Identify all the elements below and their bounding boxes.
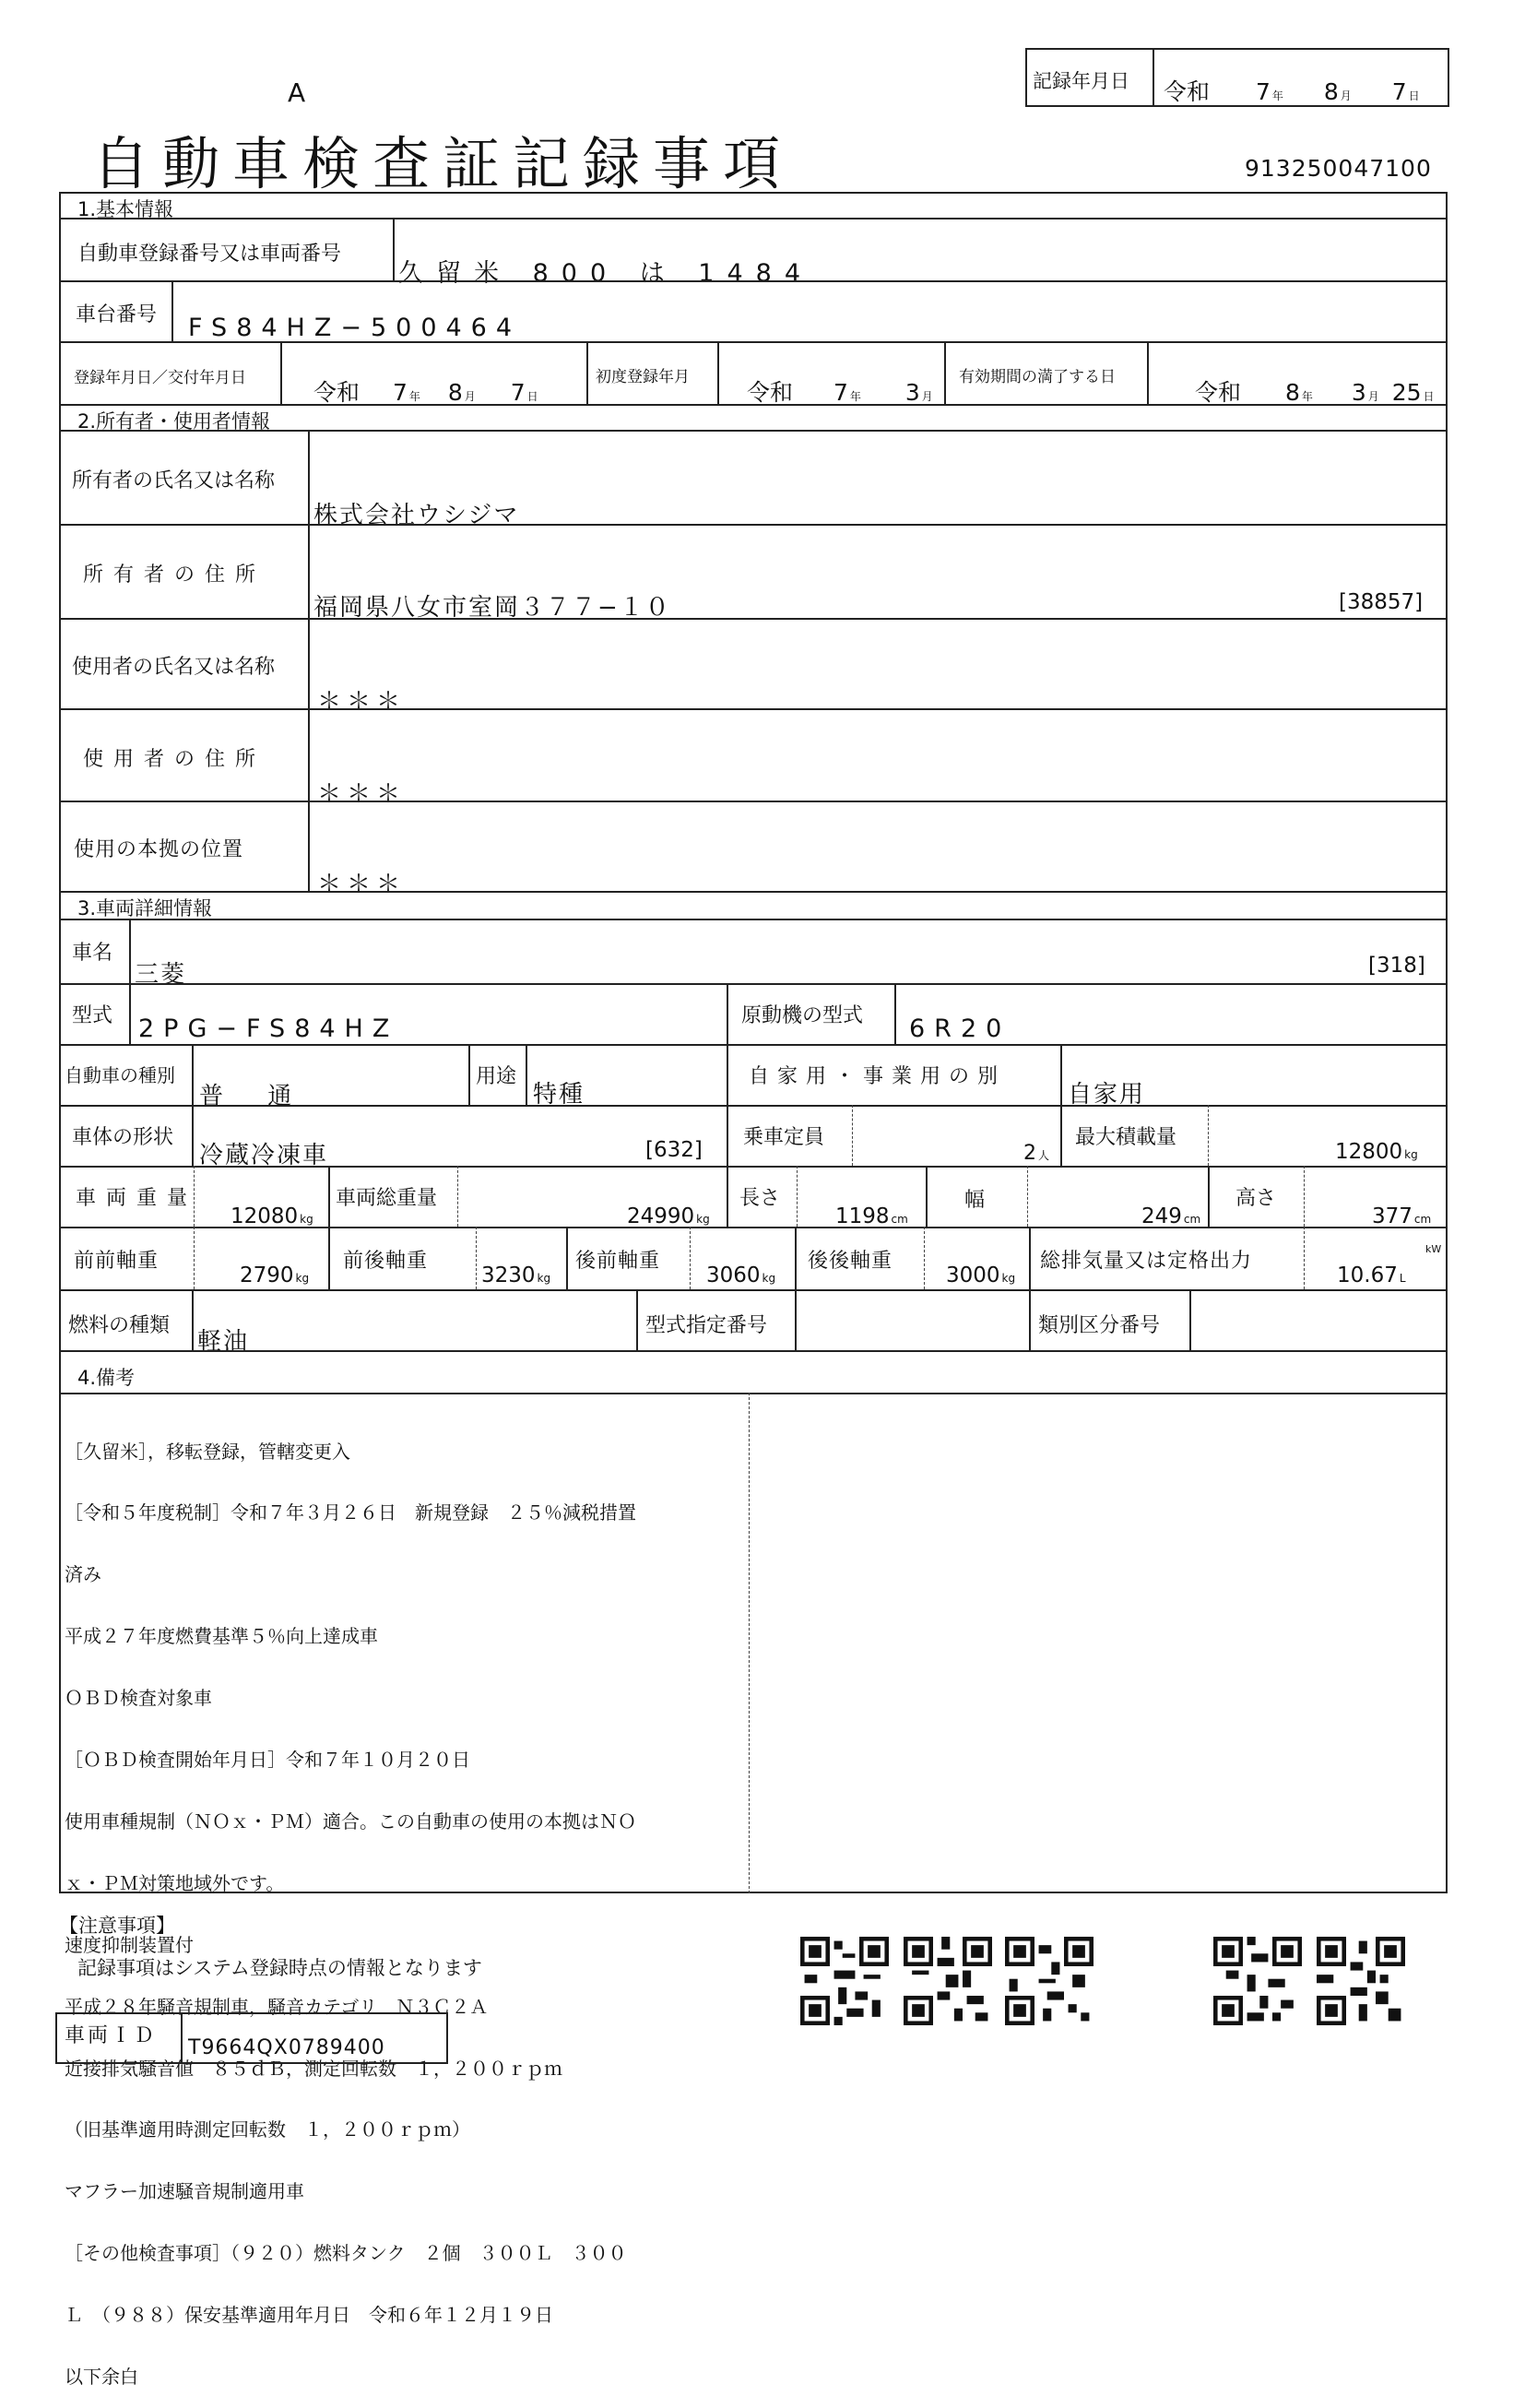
body: 冷蔵冷凍車 [199, 1142, 329, 1169]
capacity: 2 人 [1023, 1142, 1050, 1165]
height: 377 cm [1372, 1204, 1432, 1228]
remark-line: Ｌ （９８８）保安基準適用年月日 令和６年１２月１９日 [65, 2304, 553, 2327]
ff-axle: 2790 kg [240, 1263, 310, 1287]
remarks-block [65, 1400, 636, 2408]
weight: 12080 kg [231, 1204, 313, 1228]
width-label: 幅 [964, 1189, 986, 1212]
first-reg: 令和 7 年 3 月 [747, 379, 933, 406]
section4-heading: 4.備考 [77, 1367, 136, 1389]
reg-date: 令和 7 年 8 月 7 日 [313, 379, 538, 406]
remark-line: 使用車種規制（ＮＯｘ・ＰＭ）適合。この自動車の使用の本拠はＮＯ [65, 1809, 636, 1833]
length-label: 長さ [739, 1187, 781, 1210]
page-title: 自動車検査証記録事項 [92, 130, 794, 197]
expiry-date: 令和 8 年 3 月 25 日 [1195, 379, 1435, 406]
engine: 6R20 [909, 1014, 1011, 1043]
length: 1198 cm [835, 1204, 908, 1228]
type-desig-label: 型式指定番号 [645, 1314, 768, 1337]
gross: 24990 kg [627, 1204, 710, 1228]
gross-label: 車両総重量 [336, 1187, 438, 1210]
fr-axle: 3230 kg [481, 1263, 551, 1287]
width: 249 cm [1141, 1204, 1201, 1228]
rr-axle-label: 後後軸重 [808, 1250, 893, 1273]
engine-label: 原動機の型式 [741, 1004, 864, 1027]
make-code: [318] [1368, 954, 1425, 978]
class-label: 類別区分番号 [1038, 1314, 1161, 1337]
fuel: 軽油 [197, 1328, 250, 1356]
private-label: 自 家 用 ・ 事 業 用 の 別 [749, 1065, 999, 1088]
qr-code-icon [1005, 1937, 1094, 2025]
make-label: 車名 [72, 942, 113, 965]
user-addr: ＊＊＊ [317, 780, 407, 808]
fr-axle-label: 前後軸重 [343, 1250, 429, 1273]
first-reg-label: 初度登録年月 [596, 368, 690, 386]
rf-axle: 3060 kg [706, 1263, 776, 1287]
base-label: 使用の本拠の位置 [74, 838, 244, 861]
owner-name: 株式会社ウシジマ [313, 502, 520, 529]
model-label: 型式 [72, 1004, 113, 1027]
kind-label: 自動車の種別 [65, 1064, 175, 1086]
disp-unit-kw: kW [1425, 1243, 1442, 1255]
chassis-label: 車台番号 [76, 303, 158, 326]
doc-number: 913250047100 [1245, 155, 1432, 182]
remark-line: 近接排気騒音値 ８５ｄＢ，測定回転数 １，２００ｒｐｍ [65, 2057, 562, 2080]
use-label: 用途 [476, 1065, 517, 1088]
remark-line: 速度抑制装置付 [65, 1933, 194, 1956]
body-code: [632] [645, 1138, 703, 1162]
fuel-label: 燃料の種類 [68, 1314, 171, 1337]
chassis: FS84HZ−500464 [188, 314, 522, 342]
weight-label: 車 両 重 量 [76, 1187, 189, 1210]
remark-line: ［その他検査事項］（９２０）燃料タンク ２個 ３００Ｌ ３００ [65, 2242, 627, 2265]
vehicle-id: T9664QX0789400 [188, 2036, 385, 2059]
reg-date-label: 登録年月日／交付年月日 [74, 369, 246, 387]
model: 2PG−FS84HZ [138, 1014, 399, 1043]
qr-code-icon [800, 1937, 889, 2025]
qr-code-icon [904, 1937, 992, 2025]
remark-line: ［ＯＢＤ検査開始年月日］令和７年１０月２０日 [65, 1749, 470, 1772]
remark-line: マフラー加速騒音規制適用車 [65, 2180, 304, 2203]
notice-text: 記録事項はシステム登録時点の情報となります [77, 1957, 482, 1979]
record-date-label: 記録年月日 [1033, 70, 1129, 92]
section1-heading: 1.基本情報 [77, 198, 174, 220]
remark-line: 平成２７年度燃費基準５％向上達成車 [65, 1625, 378, 1648]
reg-no: 久留米 800 は 1484 [398, 259, 813, 288]
version-mark: A [288, 77, 306, 108]
section3-heading: 3.車両詳細情報 [77, 897, 213, 919]
make: 三菱 [135, 961, 187, 989]
disp: 10.67 L [1337, 1263, 1406, 1287]
use: 特種 [533, 1081, 585, 1109]
qr-code-icon [1317, 1937, 1405, 2025]
remark-line: 平成２８年騒音規制車，騒音カテゴリ Ｎ３Ｃ２Ａ [65, 1995, 489, 2018]
max-load: 12800 kg [1335, 1140, 1418, 1164]
owner-addr-label: 所 有 者 の 住 所 [83, 563, 257, 587]
notice-heading: 【注意事項】 [59, 1915, 175, 1937]
height-label: 高さ [1235, 1187, 1277, 1210]
remark-line: ［令和５年度税制］令和７年３月２６日 新規登録 ２５％減税措置 [65, 1501, 636, 1524]
remark-line: （旧基準適用時測定回転数 １，２００ｒｐｍ） [65, 2118, 470, 2141]
owner-addr-code: [38857] [1339, 590, 1424, 614]
rf-axle-label: 後前軸重 [575, 1250, 661, 1273]
private: 自家用 [1068, 1081, 1146, 1109]
body-label: 車体の形状 [72, 1126, 174, 1149]
remark-line: ＯＢＤ検査対象車 [65, 1687, 212, 1710]
max-load-label: 最大積載量 [1075, 1126, 1177, 1149]
capacity-label: 乗車定員 [743, 1126, 825, 1149]
base-location: ＊＊＊ [317, 871, 407, 898]
record-date: 令和 7 年 8 月 7 日 [1164, 78, 1420, 105]
owner-addr: 福岡県八女市室岡３７７−１０ [313, 594, 671, 622]
user-addr-label: 使 用 者 の 住 所 [83, 748, 257, 771]
expiry-label: 有効期間の満了する日 [959, 368, 1116, 386]
remark-line: 以下余白 [65, 2365, 138, 2388]
user-name: ＊＊＊ [317, 688, 407, 716]
disp-label: 総排気量又は定格出力 [1040, 1250, 1253, 1273]
reg-no-label: 自動車登録番号又は車両番号 [77, 243, 342, 266]
section2-heading: 2.所有者・使用者情報 [77, 410, 271, 433]
vehicle-id-label: 車両ＩＤ [65, 2024, 158, 2047]
remark-line: 済み [65, 1563, 101, 1586]
owner-name-label: 所有者の氏名又は名称 [72, 469, 276, 492]
remark-line: ｘ・ＰＭ対策地域外です。 [65, 1871, 285, 1894]
ff-axle-label: 前前軸重 [74, 1250, 160, 1273]
qr-code-icon [1213, 1937, 1302, 2025]
rr-axle: 3000 kg [946, 1263, 1016, 1287]
kind: 普 通 [199, 1083, 311, 1110]
remark-line: ［久留米］，移転登録，管轄変更入 [65, 1440, 350, 1463]
user-name-label: 使用者の氏名又は名称 [72, 656, 276, 679]
